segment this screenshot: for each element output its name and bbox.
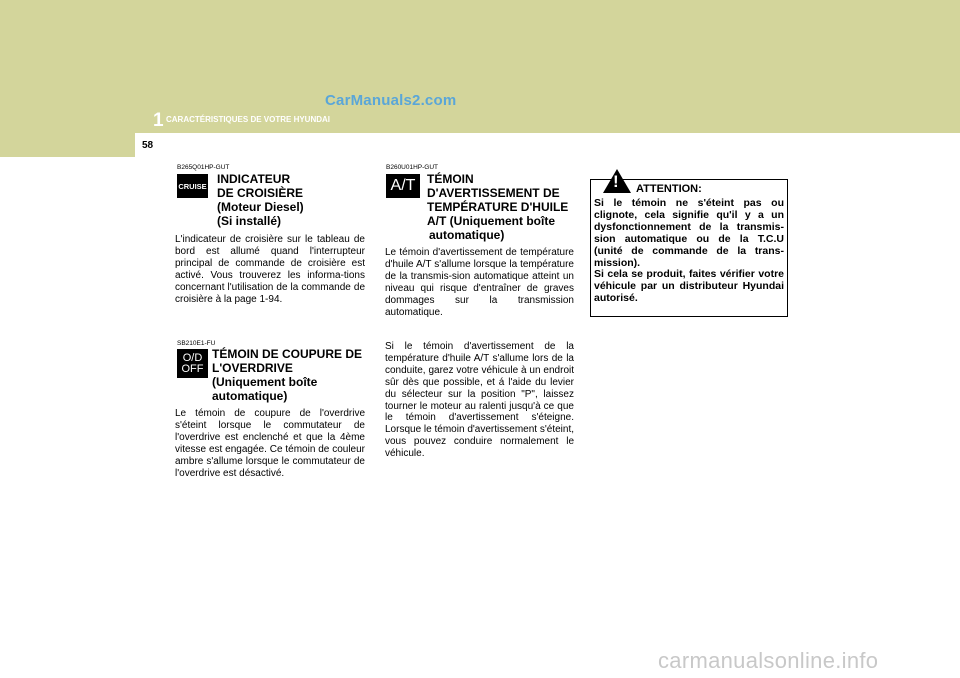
- at-oil-body-1: Le témoin d'avertissement de température d'huile A/T s'allume lorsque la température de la transmis-sion automatique atteint un niveau qui risque d'entraîner de graves dommages sur la transmission automatique.: [385, 247, 574, 318]
- warning-paragraph: Si cela se produit, faites vérifier votre véhicule par un distributeur Hyundai autorisé.: [594, 268, 784, 305]
- page-number: 58: [142, 140, 154, 151]
- top-watermark[interactable]: CarManuals2.com: [325, 92, 457, 109]
- warning-paragraph: Si le témoin ne s'éteint pas ou clignote, cela signifie qu'il y a un dysfonctionnement de la transmis-sion automatique ou de la T.C.U (unité de commande de la trans-mission).: [594, 197, 784, 269]
- overdrive-heading: [212, 347, 362, 403]
- heading-line: D'AVERTISSEMENT DE: [427, 186, 560, 200]
- overdrive-body: Le témoin de coupure de l'overdrive s'éteint lorsque le commutateur de l'overdrive est enclenché et que la 4ème vitesse est engagée. Ce témoin de couleur ambre s'allume lorsque le commutateur de l'overdrive est désactivé.: [175, 408, 365, 479]
- od-off-icon-line: OFF: [181, 362, 204, 375]
- bottom-watermark[interactable]: carmanualsonline.info: [658, 648, 879, 673]
- at-oil-heading: [427, 172, 568, 242]
- heading-line: A/T (Uniquement boîte: [427, 214, 555, 228]
- at-oil-temp-icon: A/T: [386, 174, 420, 198]
- section-code: B260U01HP-GUT: [386, 164, 439, 171]
- heading-line: automatique): [212, 389, 288, 403]
- cruise-heading: [217, 172, 304, 228]
- warning-exclamation: !: [613, 172, 619, 191]
- warning-title: ATTENTION:: [636, 183, 702, 195]
- od-off-icon-line: O/D: [182, 351, 203, 364]
- heading-line: TÉMOIN: [427, 172, 474, 186]
- heading-line: automatique): [429, 228, 505, 242]
- heading-line: (Si installé): [217, 214, 282, 228]
- section-code: B265Q01HP-GUT: [177, 164, 230, 171]
- at-oil-body-2: Si le témoin d'avertissement de la température d'huile A/T s'allume lors de la conduite, garez votre véhicule à un endroit sûr dès que possible, et á l'aide du levier du sélecteur sur la position "P", laissez tourner le moteur au ralenti jusqu'à ce que le témoin d'avertissement s'éteigne. Lorsque le témoin d'avertissement s'éteint, vous pouvez conduire normalement le véhicule.: [385, 341, 574, 460]
- cruise-indicator-icon: CRUISE: [177, 174, 208, 198]
- od-off-icon: [177, 349, 208, 378]
- heading-line: TEMPÉRATURE D'HUILE: [427, 200, 569, 214]
- heading-line: L'OVERDRIVE: [212, 361, 293, 375]
- heading-line: (Moteur Diesel): [217, 200, 304, 214]
- section-code: SB210E1-FU: [177, 340, 216, 347]
- heading-line: (Uniquement boîte: [212, 375, 318, 389]
- cruise-body: L'indicateur de croisière sur le tableau de bord est allumé quand l'interrupteur principal de commande de croisière est activé. Vous trouverez les informa-tions concernant l'utilisation de la commande de croisière à la page 1-94.: [175, 234, 365, 305]
- warning-text: [594, 198, 784, 305]
- header-band: [0, 0, 960, 133]
- heading-line: TÉMOIN DE COUPURE DE: [212, 347, 363, 361]
- heading-line: INDICATEUR: [217, 172, 291, 186]
- heading-line: DE CROISIÈRE: [217, 186, 304, 200]
- chapter-number: 1: [153, 110, 164, 131]
- chapter-title: CARACTÉRISTIQUES DE VOTRE HYUNDAI: [166, 115, 331, 124]
